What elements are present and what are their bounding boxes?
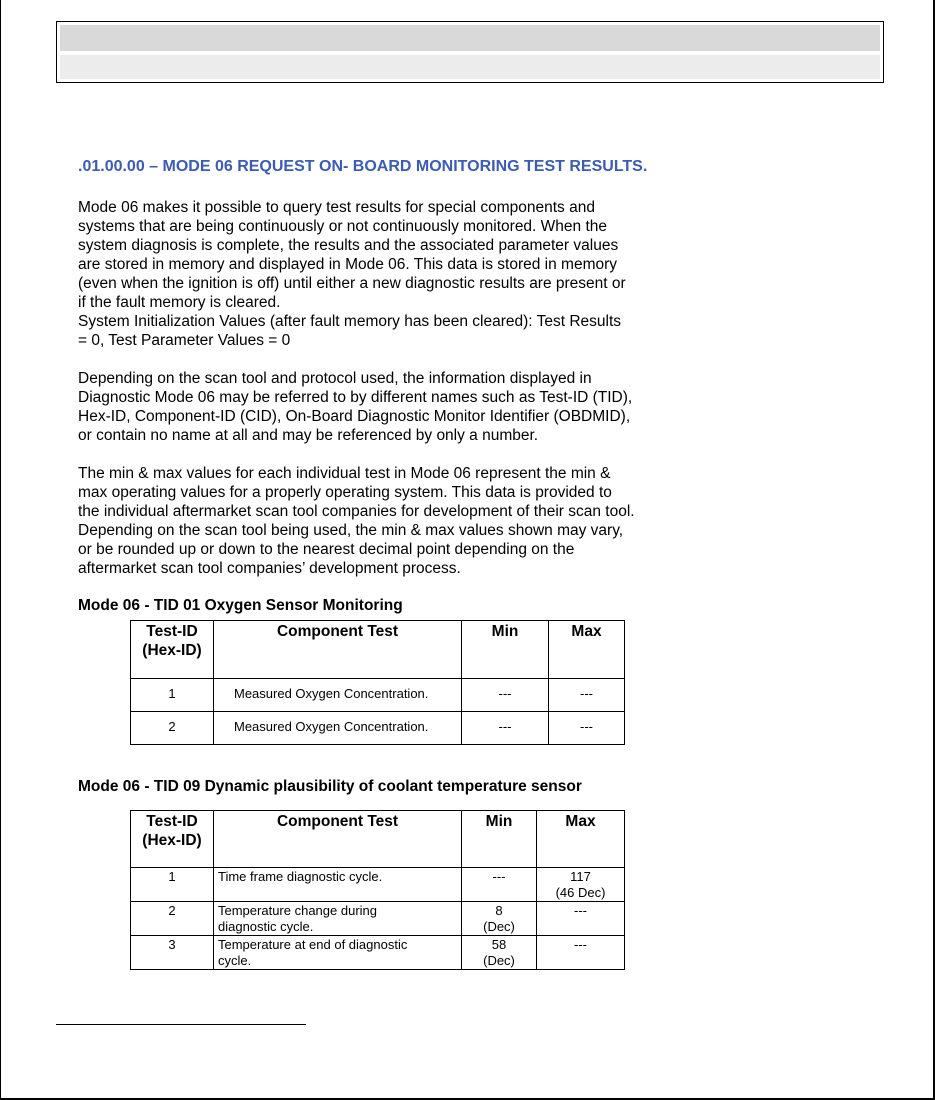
table-row <box>131 868 625 902</box>
table-tid09-coolant-temperature <box>130 810 625 970</box>
cell-test-id: 3 <box>131 936 214 970</box>
table-title-tid09: Mode 06 - TID 09 Dynamic plausibility of coolant temperature sensor <box>78 778 582 795</box>
cell-max: --- <box>537 936 625 970</box>
footnote-separator <box>56 1024 306 1025</box>
cell-component-test: Measured Oxygen Concentration. <box>214 679 462 712</box>
table-row <box>131 936 625 970</box>
paragraph-min-max-values: The min & max values for each individual test in Mode 06 represent the min & max operating values for a properly operating system. This data is provided to the individual aftermarket scan tool companies for development of their scan tool. Depending on the scan tool being used, the min & max values shown may vary, or be rounded up or down to the nearest decimal point depending on the aftermarket scan tool companies’ development process. <box>78 465 635 577</box>
table-row <box>131 679 625 712</box>
header-component-test: Component Test <box>214 621 462 679</box>
cell-component-test: Measured Oxygen Concentration. <box>214 712 462 745</box>
cell-component-test: Temperature change during diagnostic cycle. <box>214 902 462 936</box>
page-border-left <box>0 0 1 1100</box>
table-row <box>131 902 625 936</box>
header-min: Min <box>462 621 549 679</box>
cell-max: --- <box>549 712 625 745</box>
cell-max: 117 (46 Dec) <box>537 868 625 902</box>
cell-min: --- <box>462 679 549 712</box>
table-header-row <box>131 621 625 679</box>
table-header-row <box>131 811 625 868</box>
cell-test-id: 2 <box>131 902 214 936</box>
cell-component-test: Temperature at end of diagnostic cycle. <box>214 936 462 970</box>
cell-test-id: 2 <box>131 712 214 745</box>
header-test-id: Test-ID (Hex-ID) <box>131 811 214 868</box>
header-max: Max <box>537 811 625 868</box>
table-tid01-oxygen-sensor <box>130 620 625 745</box>
cell-min: --- <box>462 712 549 745</box>
cell-component-test: Time frame diagnostic cycle. <box>214 868 462 902</box>
cell-test-id: 1 <box>131 868 214 902</box>
section-title: .01.00.00 – MODE 06 REQUEST ON- BOARD MONITORING TEST RESULTS. <box>78 158 648 175</box>
table-title-tid01: Mode 06 - TID 01 Oxygen Sensor Monitoring <box>78 597 403 614</box>
cell-test-id: 1 <box>131 679 214 712</box>
header-bar-top <box>60 25 880 51</box>
header-min: Min <box>462 811 537 868</box>
header-max: Max <box>549 621 625 679</box>
cell-min: 58 (Dec) <box>462 936 537 970</box>
cell-max: --- <box>537 902 625 936</box>
header-bar-bottom <box>60 55 880 79</box>
cell-min: --- <box>462 868 537 902</box>
paragraph-scan-tool-names: Depending on the scan tool and protocol used, the information displayed in Diagnostic Mode 06 may be referred to by different names such as Test-ID (TID), Hex-ID, Component-ID (CID), On-Board Diagnostic Monitor Identifier (OBDMID), or contain no name at all and may be referenced by only a number. <box>78 370 633 444</box>
paragraph-mode06-intro: Mode 06 makes it possible to query test results for special components and systems that are being continuously or not continuously monitored. When the system diagnosis is complete, the results and the associated parameter values are stored in memory and displayed in Mode 06. This data is stored in memory (even when the ignition is off) until either a new diagnostic results are present or if the fault memory is cleared. System Initialization Values (after fault memory has been cleared): Test Results = 0, Test Parameter Values = 0 <box>78 199 626 349</box>
table-row <box>131 712 625 745</box>
header-test-id: Test-ID (Hex-ID) <box>131 621 214 679</box>
cell-min: 8 (Dec) <box>462 902 537 936</box>
page-header-box <box>56 21 884 83</box>
cell-max: --- <box>549 679 625 712</box>
header-component-test: Component Test <box>214 811 462 868</box>
